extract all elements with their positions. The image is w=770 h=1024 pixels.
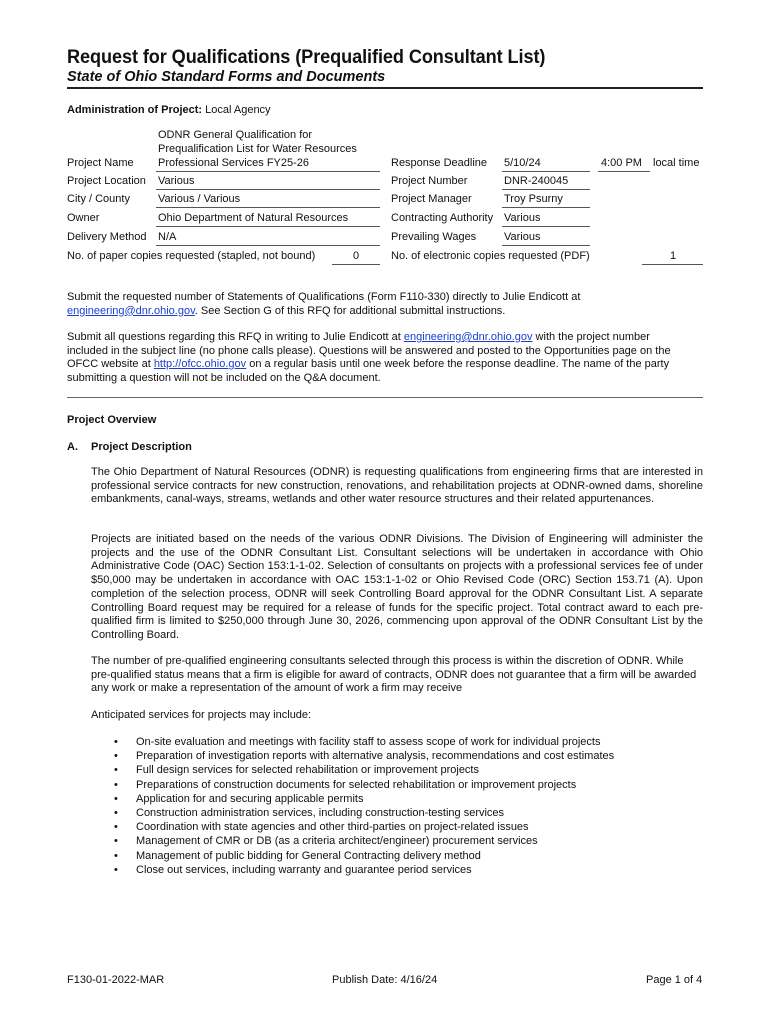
project-number-value: DNR-240045 bbox=[504, 175, 569, 187]
administration-row bbox=[67, 104, 271, 116]
project-manager-label: Project Manager bbox=[391, 193, 472, 205]
description-paragraph-1: The Ohio Department of Natural Resources (ODNR) is requesting qualifications from engineering firms that are interested in professional service contracts for new construction, renovations, and rehabilitation projects at ODNR-owned dams, shoreline embankments, canal-ways, streams, wetlands and other water resource structures and their related appurtenances. bbox=[91, 466, 703, 506]
ofcc-website-link[interactable]: http://ofcc.ohio.gov bbox=[153, 358, 247, 371]
city-county-label: City / County bbox=[67, 193, 130, 205]
project-location-value: Various bbox=[158, 175, 195, 187]
project-location-underline bbox=[156, 189, 380, 190]
owner-value: Ohio Department of Natural Resources bbox=[158, 212, 349, 224]
section-letter: A. bbox=[67, 441, 78, 453]
list-item: • Management of public bidding for General Contracting delivery method bbox=[114, 849, 614, 863]
contracting-authority-label: Contracting Authority bbox=[391, 212, 494, 224]
response-deadline-timezone: local time bbox=[653, 157, 700, 169]
prevailing-wages-label: Prevailing Wages bbox=[391, 231, 477, 243]
response-deadline-date-underline bbox=[502, 171, 590, 172]
submission-paragraph bbox=[67, 291, 703, 318]
paper-copies-value: 0 bbox=[353, 250, 360, 262]
page-title: Request for Qualifications (Prequalified Consultant List) bbox=[67, 46, 546, 68]
owner-label: Owner bbox=[67, 212, 100, 224]
delivery-method-value: N/A bbox=[158, 231, 177, 243]
section-divider bbox=[67, 397, 703, 398]
response-deadline-time: 4:00 PM bbox=[601, 157, 642, 169]
list-item: • Management of CMR or DB (as a criteria architect/engineer) procurement services bbox=[114, 834, 614, 848]
project-name-label: Project Name bbox=[67, 157, 134, 169]
footer-form-id: F130-01-2022-MAR bbox=[67, 974, 165, 986]
project-name-underline bbox=[156, 171, 380, 172]
list-item: • Application for and securing applicable permits bbox=[114, 792, 614, 806]
list-item: • Coordination with state agencies and other third-parties on project-related issues bbox=[114, 820, 614, 834]
services-list bbox=[114, 735, 614, 877]
list-item: • On-site evaluation and meetings with facility staff to assess scope of work for individual projects bbox=[114, 735, 614, 749]
overview-heading: Project Overview bbox=[67, 414, 157, 426]
footer-page-number: Page 1 of 4 bbox=[646, 974, 703, 986]
section-title: Project Description bbox=[91, 441, 192, 453]
project-location-label: Project Location bbox=[67, 175, 146, 187]
page-subtitle: State of Ohio Standard Forms and Documents bbox=[67, 69, 386, 85]
owner-underline bbox=[156, 226, 380, 227]
submission-text: Submit the requested number of Statements of Qualifications (Form F110-330) directly to Julie Endicott at bbox=[67, 291, 581, 303]
description-paragraph-3: The number of pre-qualified engineering consultants selected through this process is within the discretion of ODNR. While pre-qualified status means that a firm is eligible for award of contracts, ODNR does not guarantee that a firm will be awarded any work or make a representation of the amount of work a firm may receive bbox=[91, 655, 697, 695]
paper-copies-label: No. of paper copies requested (stapled, not bound) bbox=[67, 250, 316, 262]
footer-publish-date: Publish Date: 4/16/24 bbox=[332, 974, 438, 986]
response-deadline-time-underline bbox=[598, 171, 650, 172]
project-number-label: Project Number bbox=[391, 175, 468, 187]
list-item: • Full design services for selected rehabilitation or improvement projects bbox=[114, 763, 614, 777]
project-manager-value: Troy Psurny bbox=[504, 193, 563, 205]
prevailing-wages-underline bbox=[502, 245, 590, 246]
project-number-underline bbox=[502, 189, 590, 190]
questions-text: Submit all questions regarding this RFQ in writing to Julie Endicott at bbox=[67, 331, 404, 343]
contracting-authority-value: Various bbox=[504, 212, 541, 224]
submission-text-cont: . See Section G of this RFQ for additional submittal instructions. bbox=[194, 304, 506, 317]
delivery-method-label: Delivery Method bbox=[67, 231, 147, 243]
list-item: • Close out services, including warranty and guarantee period services bbox=[114, 863, 614, 877]
questions-paragraph bbox=[67, 331, 703, 385]
description-paragraph-2: Projects are initiated based on the needs of the various ODNR Divisions. The Division of Engineering will administer the projects and the use of the ODNR Consultant List. Consultant selections will be undertaken in accordance with Ohio Administrative Code (OAC) Section 153:1-1-02. Selection of consultants on projects with a professional services fee of under $50,000 may be undertaken in accordance with OAC 153:1-1-02 or Ohio Revised Code (ORC) Section 153.71 (A). Upon completion of the selection process, ODNR will seek Controlling Board approval for the ODNR Consultant List. A separate Controlling Board request may be required for a release of funds for the specific project. Total contract award to each pre-qualified firm is limited to $250,000 through June 30, 2026, commencing upon approval of the ODNR Consultant List by the Controlling Board. bbox=[91, 533, 703, 641]
questions-text-line3-cont: on a regular basis until one week before the response deadline. The name of the party bbox=[246, 358, 670, 371]
questions-text-cont: with the project number bbox=[532, 331, 650, 343]
electronic-copies-value: 1 bbox=[670, 250, 677, 262]
project-name-line1: ODNR General Qualification for bbox=[158, 129, 313, 141]
electronic-copies-underline bbox=[642, 264, 703, 265]
prevailing-wages-value: Various bbox=[504, 231, 541, 243]
response-deadline-label: Response Deadline bbox=[391, 157, 488, 169]
city-county-value: Various / Various bbox=[158, 193, 241, 205]
questions-text-line3: OFCC website at bbox=[67, 358, 154, 371]
administration-value: Local Agency bbox=[205, 104, 271, 116]
contracting-authority-underline bbox=[502, 226, 590, 227]
project-manager-underline bbox=[502, 207, 590, 208]
list-item: • Preparations of construction documents for selected rehabilitation or improvement projects bbox=[114, 778, 614, 792]
project-name-line3: Professional Services FY25-26 bbox=[158, 157, 310, 169]
questions-email-link[interactable]: engineering@dnr.ohio.gov bbox=[403, 331, 533, 343]
questions-text-line2: included in the subject line (no phone calls please). Questions will be answered and posted to the Opportunities page on the bbox=[67, 344, 671, 357]
delivery-method-underline bbox=[156, 245, 380, 246]
title-divider bbox=[67, 87, 703, 89]
submission-email-link[interactable]: engineering@dnr.ohio.gov bbox=[67, 304, 195, 317]
list-item: • Construction administration services, including construction-testing services bbox=[114, 806, 614, 820]
city-county-underline bbox=[156, 207, 380, 208]
response-deadline-date: 5/10/24 bbox=[504, 157, 541, 169]
paper-copies-underline bbox=[332, 264, 380, 265]
list-item: • Preparation of investigation reports with alternative analysis, recommendations and cost estimates bbox=[114, 749, 614, 763]
administration-label: Administration of Project: bbox=[67, 104, 203, 116]
project-name-line2: Prequalification List for Water Resources bbox=[158, 143, 357, 155]
questions-text-line4: submitting a question will not be included on the Q&A document. bbox=[67, 371, 381, 384]
services-intro: Anticipated services for projects may include: bbox=[91, 709, 312, 721]
electronic-copies-label: No. of electronic copies requested (PDF) bbox=[391, 250, 590, 262]
